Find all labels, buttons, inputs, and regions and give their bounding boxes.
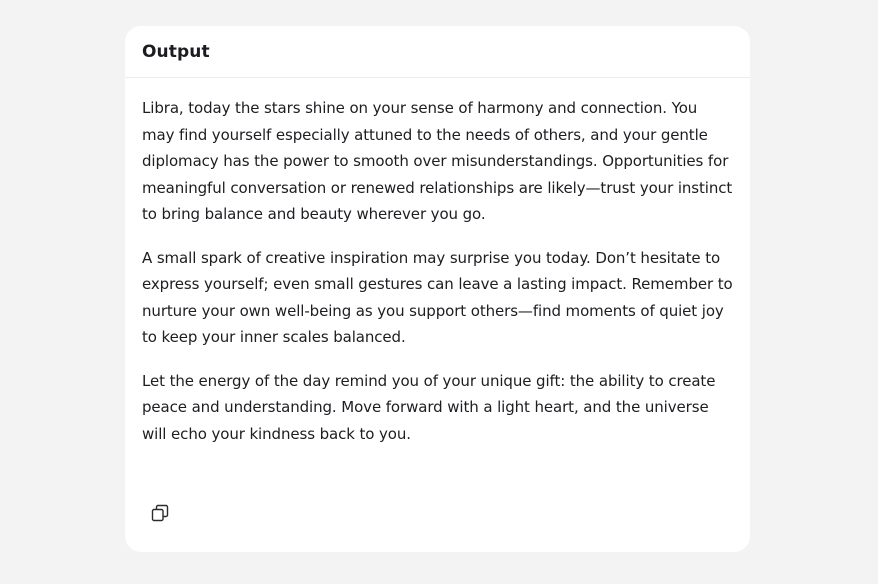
output-paragraph-1: Libra, today the stars shine on your sense of harmony and connection. You may find yourself especially attuned to the needs of others, and your gentle diplomacy has the power to smooth over misunderstandings. Opportunities for meaningful conversation or renewed relationships are likely—trust your instinct to bring balance and beauty wherever you go. [142,99,733,223]
output-panel-header [125,26,750,78]
output-paragraph-3: Let the energy of the day remind you of your unique gift: the ability to create peace and understanding. Move forward with a light heart, and the universe will echo your kindness back to you. [142,371,716,443]
copy-icon [151,504,169,522]
output-paragraph-2: A small spark of creative inspiration may surprise you today. Don’t hesitate to express yourself; even small gestures can leave a lasting impact. Remember to nurture your own well-being as you support others—find moments of quiet joy to keep your inner scales balanced. [142,248,733,346]
output-text [125,78,750,447]
output-title: Output [142,41,210,62]
output-panel [125,26,750,552]
copy-button[interactable] [145,498,175,528]
